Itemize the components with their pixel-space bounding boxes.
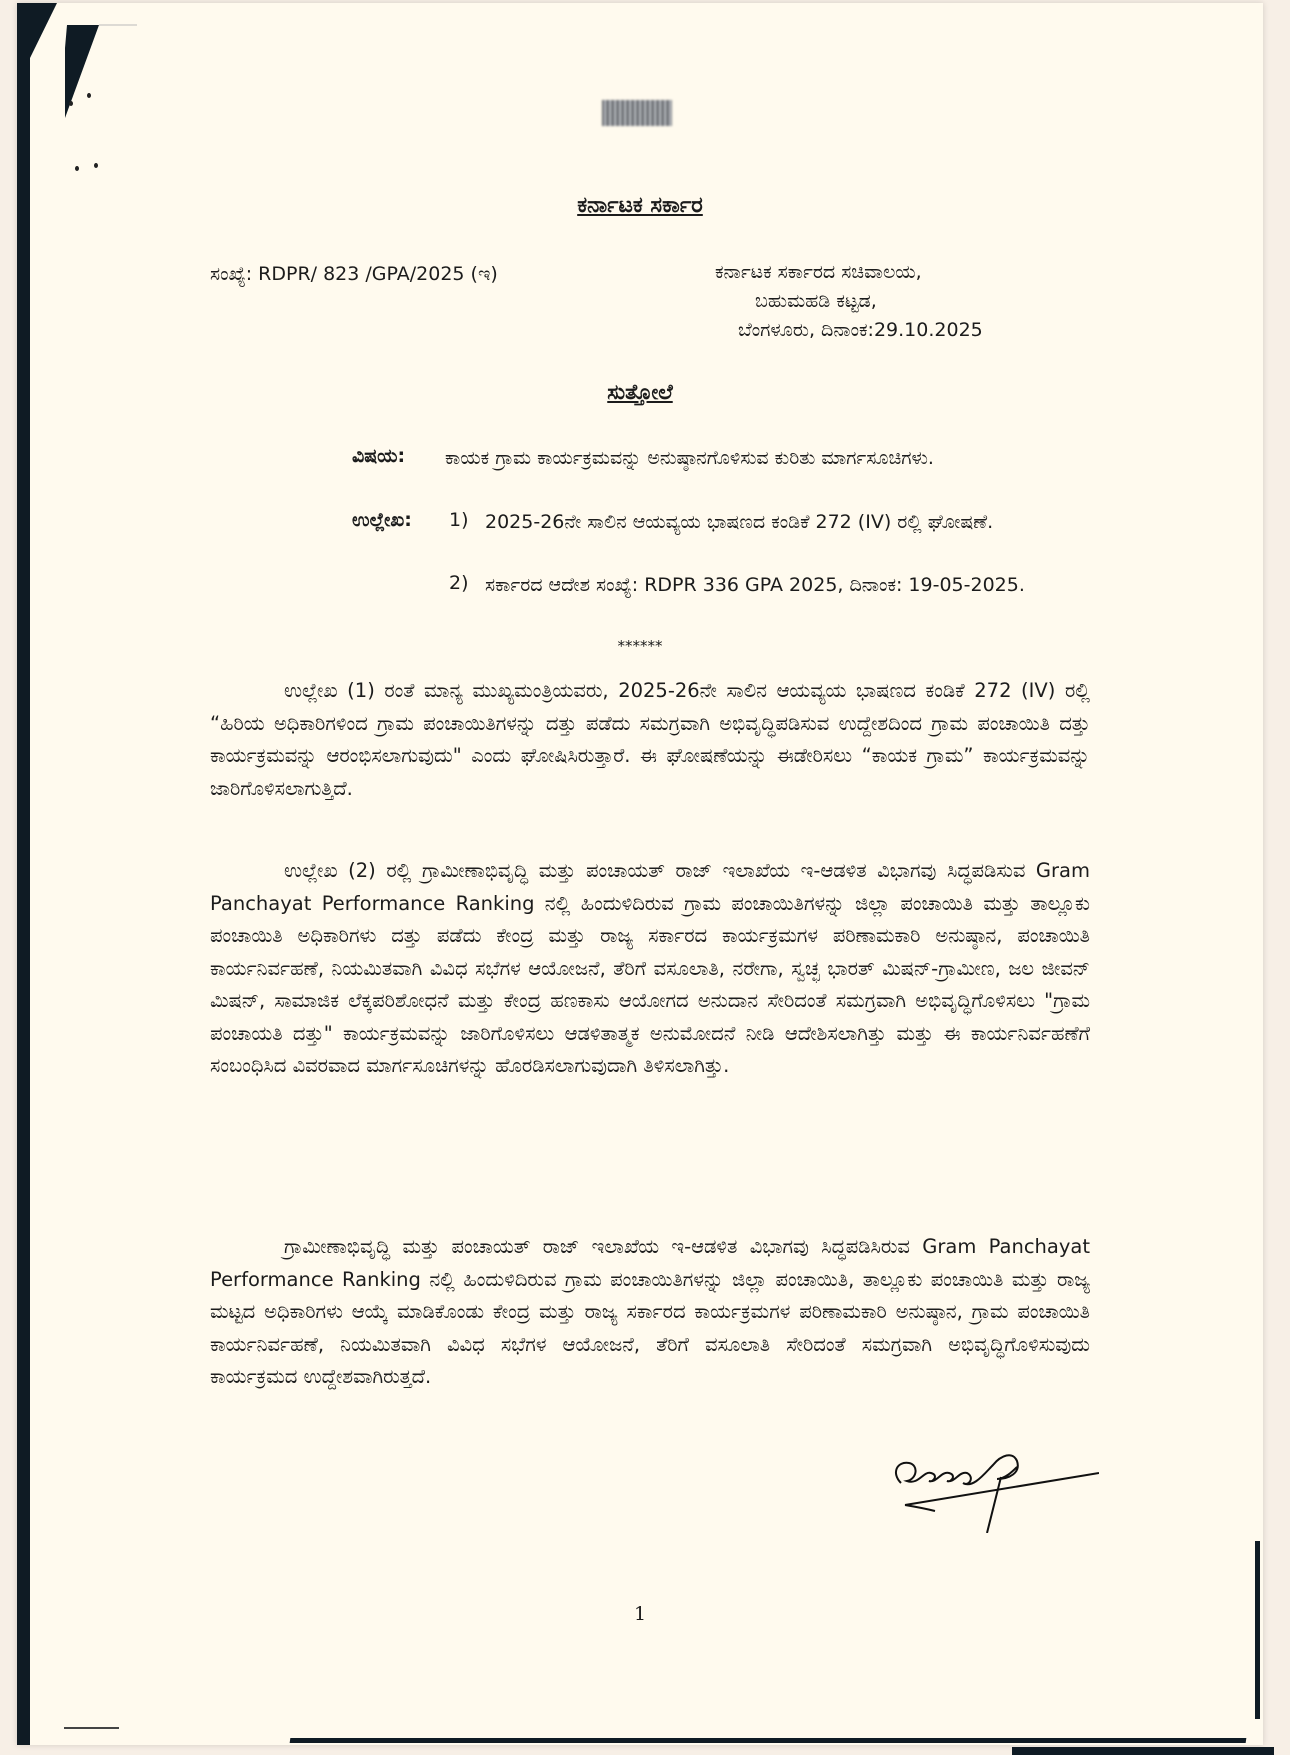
address-line-2: ಬಹುಮಹಡಿ ಕಟ್ಟಡ, [755, 290, 877, 312]
scan-speck [87, 93, 91, 98]
subject-label: ವಿಷಯ: [352, 445, 406, 467]
scan-shadow-bottom [290, 1738, 1247, 1743]
scan-shadow-left [17, 3, 30, 1745]
reference-item-number: 1) [449, 509, 469, 531]
reference-item: ಸರ್ಕಾರದ ಆದೇಶ ಸಂಖ್ಯೆ: RDPR 336 GPA 2025, ದಿನಾಂಕ: 19-05-2025. [485, 574, 1025, 596]
address-date-line: ಬೆಂಗಳೂರು, ದಿನಾಂಕ:29.10.2025 [738, 319, 983, 341]
scan-speck [69, 101, 73, 106]
reference-item-number: 2) [449, 572, 469, 594]
redacted-mark [602, 100, 672, 126]
page-number: 1 [633, 1603, 647, 1625]
references-label: ಉಲ್ಲೇಖ: [352, 509, 412, 531]
body-paragraph: ಗ್ರಾಮೀಣಾಭಿವೃದ್ಧಿ ಮತ್ತು ಪಂಚಾಯತ್ ರಾಜ್ ಇಲಾಖೆಯ ಇ-ಆಡಳಿತ ವಿಭಾಗವು ಸಿದ್ಧಪಡಿಸಿರುವ Gram Panchayat Performance Ranking ನಲ್ಲಿ ಹಿಂದುಳಿದಿರುವ ಗ್ರಾಮ ಪಂಚಾಯಿತಿಗಳನ್ನು ಜಿಲ್ಲಾ ಪಂಚಾಯಿತಿ, ತಾಲ್ಲೂಕು ಪಂಚಾಯಿತಿ ಮತ್ತು ರಾಜ್ಯ ಮಟ್ಟದ ಅಧಿಕಾರಿಗಳು ಆಯ್ಕೆ ಮಾಡಿಕೊಂಡು ಕೇಂದ್ರ ಮತ್ತು ರಾಜ್ಯ ಸರ್ಕಾರದ ಕಾರ್ಯಕ್ರಮಗಳ ಪರಿಣಾಮಕಾರಿ ಅನುಷ್ಠಾನ, ಗ್ರಾಮ ಪಂಚಾಯಿತಿ ಕಾರ್ಯನಿರ್ವಹಣೆ, ನಿಯಮಿತವಾಗಿ ವಿವಿಧ ಸಭೆಗಳ ಆಯೋಜನೆ, ತೆರಿಗೆ ವಸೂಲಾತಿ ಸೇರಿದಂತೆ ಸಮಗ್ರವಾಗಿ ಅಭಿವೃದ್ಧಿಗೊಳಿಸುವುದು ಕಾರ್ಯಕ್ರಮದ ಉದ್ದೇಶವಾಗಿರುತ್ತದೆ. [210, 1235, 1090, 1388]
reference-number: ಸಂಖ್ಯೆ: RDPR/ 823 /GPA/2025 (ಇ) [210, 263, 498, 285]
body-paragraph: ಉಲ್ಲೇಖ (2) ರಲ್ಲಿ ಗ್ರಾಮೀಣಾಭಿವೃದ್ಧಿ ಮತ್ತು ಪಂಚಾಯತ್ ರಾಜ್ ಇಲಾಖೆಯ ಇ-ಆಡಳಿತ ವಿಭಾಗವು ಸಿದ್ಧಪಡಿಸುವ Gram Panchayat Performance Ranking ನಲ್ಲಿ ಹಿಂದುಳಿದಿರುವ ಗ್ರಾಮ ಪಂಚಾಯಿತಿಗಳನ್ನು ಜಿಲ್ಲಾ ಪಂಚಾಯಿತಿ ಮತ್ತು ತಾಲ್ಲೂಕು ಪಂಚಾಯಿತಿ ಅಧಿಕಾರಿಗಳು ದತ್ತು ಪಡೆದು ಕೇಂದ್ರ ಮತ್ತು ರಾಜ್ಯ ಸರ್ಕಾರದ ಕಾರ್ಯಕ್ರಮಗಳ ಪರಿಣಾಮಕಾರಿ ಅನುಷ್ಠಾನ, ಪಂಚಾಯಿತಿ ಕಾರ್ಯನಿರ್ವಹಣೆ, ನಿಯಮಿತವಾಗಿ ವಿವಿಧ ಸಭೆಗಳ ಆಯೋಜನೆ, ತೆರಿಗೆ ವಸೂಲಾತಿ, ನರೇಗಾ, ಸ್ವಚ್ಛ ಭಾರತ್ ಮಿಷನ್-ಗ್ರಾಮೀಣ, ಜಲ ಜೀವನ್ ಮಿಷನ್, ಸಾಮಾಜಿಕ ಲೆಕ್ಕಪರಿಶೋಧನೆ ಮತ್ತು ಕೇಂದ್ರ ಹಣಕಾಸು ಆಯೋಗದ ಅನುದಾನ ಸೇರಿದಂತೆ ಸಮಗ್ರವಾಗಿ ಅಭಿವೃದ್ಧಿಗೊಳಿಸಲು "ಗ್ರಾಮ ಪಂಚಾಯತಿ ದತ್ತು" ಕಾರ್ಯಕ್ರಮವನ್ನು ಜಾರಿಗೊಳಿಸಲು ಆಡಳಿತಾತ್ಮಕ ಅನುಮೋದನೆ ನೀಡಿ ಆದೇಶಿಸಲಾಗಿತ್ತು ಮತ್ತು ಈ ಕಾರ್ಯನಿರ್ವಹಣೆಗೆ ಸಂಬಂಧಿಸಿದ ವಿವರವಾದ ಮಾರ್ಗಸೂಚಿಗಳನ್ನು ಹೊರಡಿಸಲಾಗುವುದಾಗಿ ತಿಳಿಸಲಾಗಿತ್ತು. [210, 859, 1090, 1077]
government-title: ಕರ್ನಾಟಕ ಸರ್ಕಾರ [577, 193, 703, 218]
scan-shadow-bottom [1012, 1747, 1274, 1755]
subject-text: ಕಾಯಕ ಗ್ರಾಮ ಕಾರ್ಯಕ್ರಮವನ್ನು ಅನುಷ್ಠಾನಗೊಳಿಸುವ ಕುರಿತು ಮಾರ್ಗಸೂಚಿಗಳು. [445, 447, 934, 469]
circular-heading: ಸುತ್ತೋಲೆ [607, 380, 673, 404]
scan-speck [75, 166, 79, 171]
address-line-1: ಕರ್ನಾಟಕ ಸರ್ಕಾರದ ಸಚಿವಾಲಯ, [715, 261, 922, 283]
body-paragraph: ಉಲ್ಲೇಖ (1) ರಂತೆ ಮಾನ್ಯ ಮುಖ್ಯಮಂತ್ರಿಯವರು, 2025-26ನೇ ಸಾಲಿನ ಆಯವ್ಯಯ ಭಾಷಣದ ಕಂಡಿಕೆ 272 (IV) ರಲ್ಲಿ “ಹಿರಿಯ ಅಧಿಕಾರಿಗಳಿಂದ ಗ್ರಾಮ ಪಂಚಾಯಿತಿಗಳನ್ನು ದತ್ತು ಪಡೆದು ಸಮಗ್ರವಾಗಿ ಅಭಿವೃದ್ಧಿಪಡಿಸುವ ಉದ್ದೇಶದಿಂದ ಗ್ರಾಮ ಪಂಚಾಯಿತಿ ದತ್ತು ಕಾರ್ಯಕ್ರಮವನ್ನು ಆರಂಭಿಸಲಾಗುವುದು" ಎಂದು ಘೋಷಿಸಿರುತ್ತಾರೆ. ಈ ಘೋಷಣೆಯನ್ನು ಈಡೇರಿಸಲು “ಕಾಯಕ ಗ್ರಾಮ” ಕಾರ್ಯಕ್ರಮವನ್ನು ಜಾರಿಗೊಳಿಸಲಾಗುತ್ತಿದೆ. [210, 679, 1090, 800]
document-page [17, 3, 1263, 1745]
scan-speck [94, 163, 98, 168]
section-separator: ****** [617, 637, 663, 655]
scan-mark [64, 1727, 119, 1729]
signature [889, 1443, 1099, 1533]
reference-item: 2025-26ನೇ ಸಾಲಿನ ಆಯವ್ಯಯ ಭಾಷಣದ ಕಂಡಿಕೆ 272 (IV) ರಲ್ಲಿ ಘೋಷಣೆ. [485, 511, 994, 533]
scan-shadow-right [1255, 1541, 1260, 1719]
